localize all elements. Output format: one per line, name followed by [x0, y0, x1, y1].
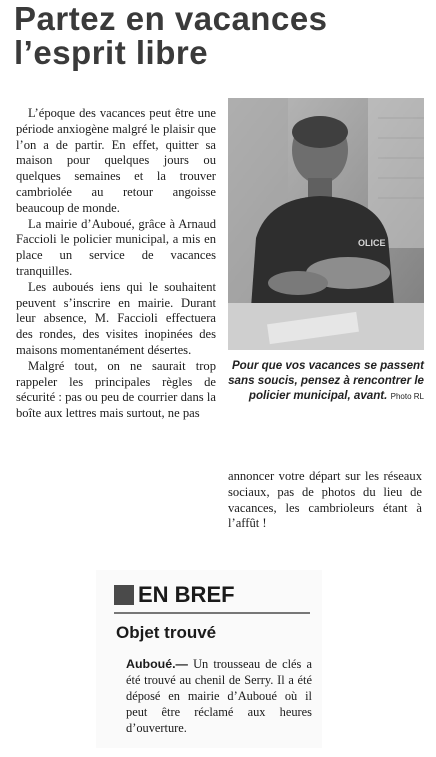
article-paragraph: Les auboués iens qui le souhaitent peuvent s’inscrire en mairie. Durant leur absence, M. Faccioli effectuera des rondes, des visites inopinées des maisons momentanément désertes.: [16, 279, 216, 357]
en-bref-text: [126, 656, 312, 736]
photo-caption: [228, 358, 424, 404]
divider: [114, 612, 310, 614]
article-paragraph: Malgré tout, on ne saurait trop rappeler les principales règles de sécurité : pas ou peu de courrier dans la boîte aux lettres mais surtout, ne pas: [16, 358, 216, 421]
caption-text: Pour que vos vacances se passent sans soucis, pensez à rencontrer le policier municipal, avant.: [228, 359, 424, 402]
shirt-label: OLICE: [358, 238, 386, 248]
en-bref-lead: Auboué.—: [126, 657, 188, 671]
article-paragraph: annoncer votre départ sur les réseaux sociaux, pas de photos du lieu de vacances, les cambrioleurs étant à l’affût !: [228, 469, 422, 531]
en-bref-label: EN BREF: [138, 582, 235, 607]
headline-line-2: l’esprit libre: [14, 34, 209, 71]
article-paragraph: L’époque des vacances peut être une période anxiogène malgré le plaisir que l’on a de partir. En effet, quitter sa maison pour quelques jours ou quelques semaines et la trouver cambriolée au retour angoisse beaucoup de monde.: [16, 106, 216, 215]
photo-police-officer: [228, 98, 424, 350]
headline: [14, 2, 424, 70]
article-column-right: [228, 469, 422, 532]
article-column-left: [16, 106, 216, 422]
article-photo: [228, 98, 424, 350]
square-bullet-icon: [114, 585, 134, 605]
en-bref-header: [114, 582, 235, 608]
en-bref-box: [96, 570, 322, 748]
en-bref-body: Un trousseau de clés a été trouvé au chenil de Serry. Il a été déposé en mairie d’Auboué où il peut être réclamé aux heures d’ouverture.: [126, 657, 312, 735]
article-paragraph: La mairie d’Auboué, grâce à Arnaud Faccioli le policier municipal, a mis en place un service de vacances tranquilles.: [16, 216, 216, 278]
headline-line-1: Partez en vacances: [14, 0, 328, 37]
en-bref-title: Objet trouvé: [116, 623, 217, 642]
photo-credit: Photo RL: [390, 392, 424, 401]
